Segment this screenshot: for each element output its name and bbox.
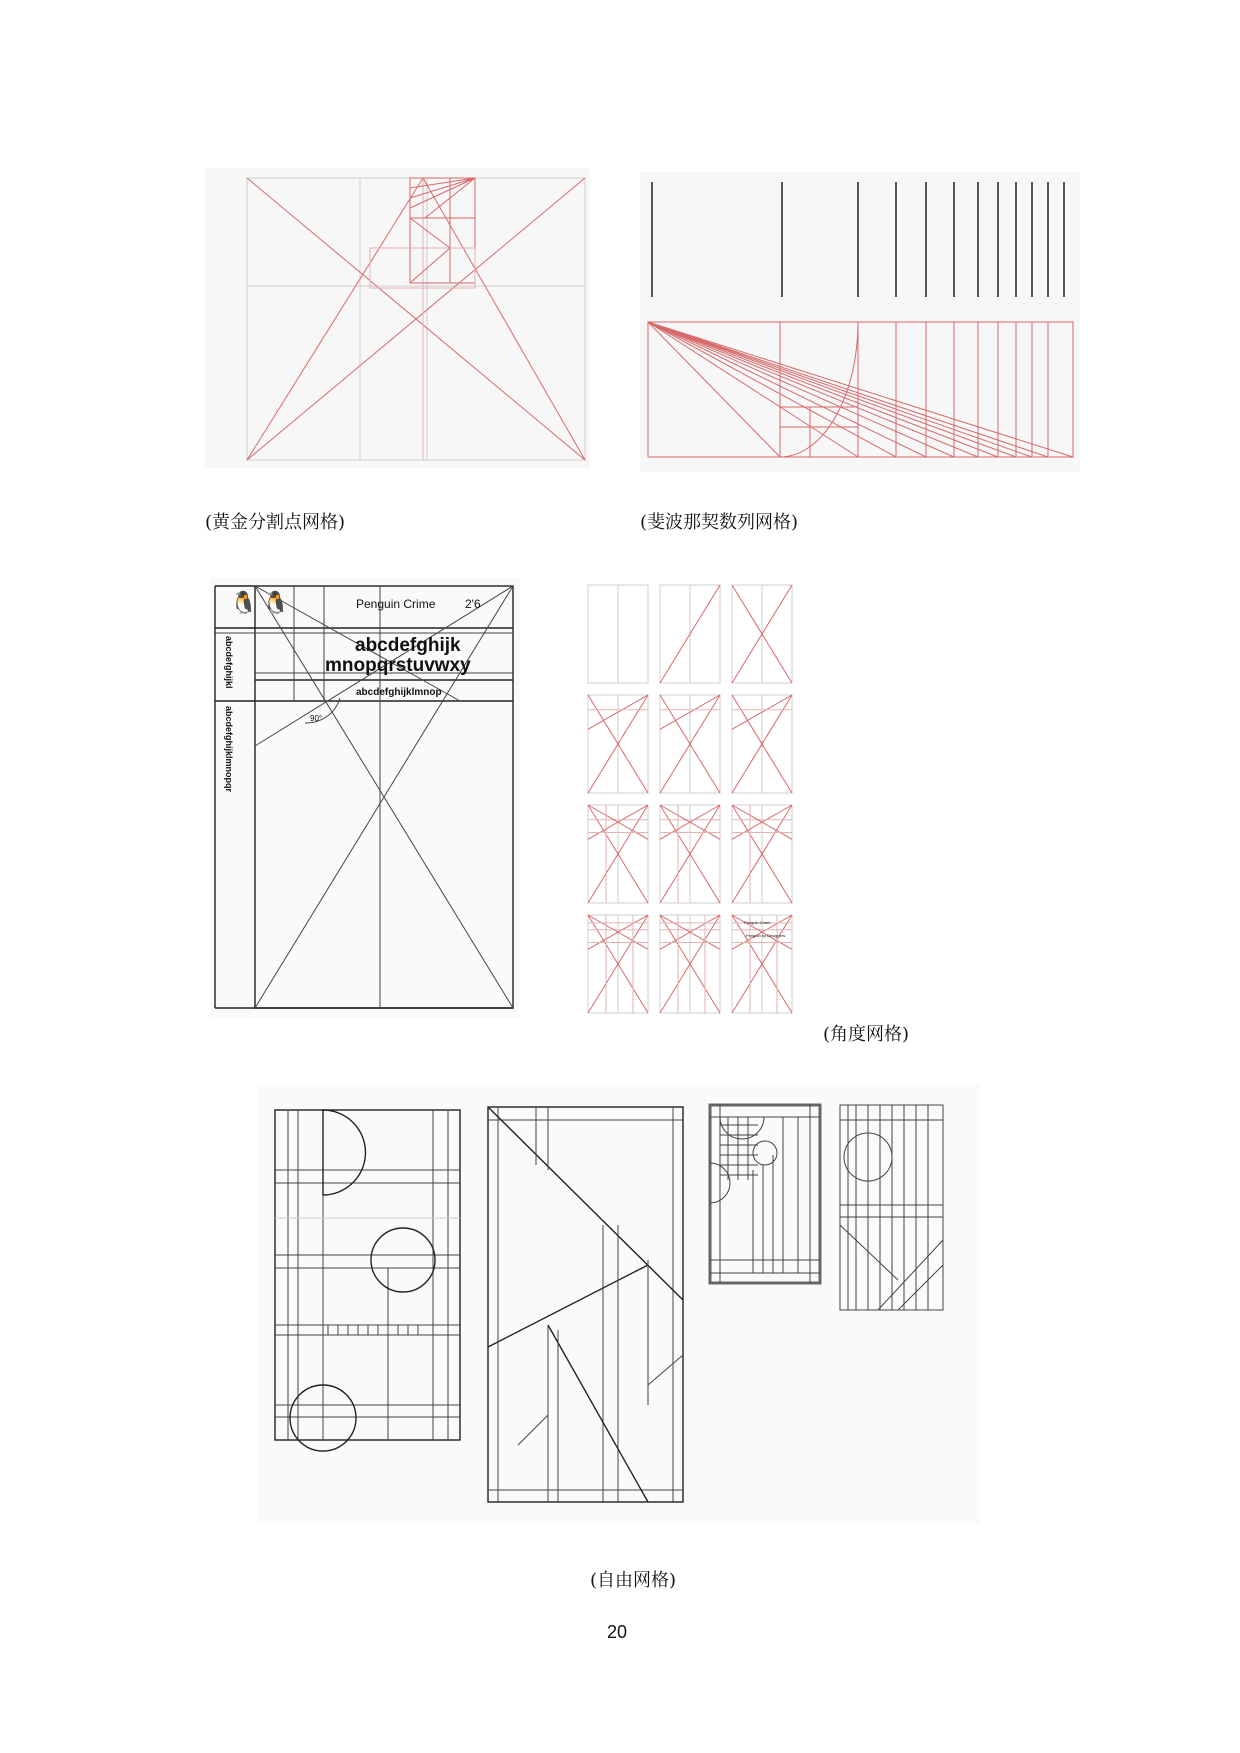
angle-grid-thumbnail [588, 585, 648, 683]
cover-line-2: mnopqrstuvwxy [325, 655, 471, 676]
penguin-logo-front: 🐧 [262, 590, 290, 615]
fibonacci-grid-figure [640, 172, 1080, 472]
angle-grid-thumbnail [588, 695, 648, 793]
angle-grid-thumbnail [660, 915, 720, 1013]
cover-price: 2'6 [465, 597, 481, 611]
angle-grid-thumbnail [660, 585, 720, 683]
angle-grid-thumbnail [732, 585, 792, 683]
angle-grid-thumbnail [732, 805, 792, 903]
thumbnail-text-a: Penguin Crime [744, 920, 771, 925]
caption-free-grid: (自由网格) [590, 1570, 677, 1591]
spine-text-bottom: abcdefghijklmnopqr [224, 706, 234, 793]
penguin-cover-drawing [210, 578, 520, 1018]
angle-label: 90° [310, 714, 323, 723]
free-grid-panel-2 [488, 1107, 683, 1502]
angle-grid-thumbnail [732, 915, 792, 1013]
free-grid-panel-1 [275, 1110, 460, 1451]
thumbnail-text-b: Penguin by Designers [746, 933, 786, 938]
free-grid-drawing [258, 1085, 980, 1523]
fibonacci-grid-drawing [640, 172, 1080, 472]
golden-section-grid-figure [205, 168, 590, 468]
cover-title: Penguin Crime [356, 597, 436, 611]
free-grid-panel-4 [840, 1105, 943, 1310]
angle-grid-thumbnail [660, 805, 720, 903]
page-number: 20 [607, 1622, 628, 1642]
angle-grid-thumbnail [588, 915, 648, 1013]
golden-section-grid-drawing [205, 168, 590, 468]
angle-grid-thumbnails-drawing [585, 580, 800, 1020]
free-grid-panel-3 [710, 1105, 820, 1283]
angle-grid-thumbnail [732, 695, 792, 793]
free-grid-figure [258, 1085, 980, 1523]
caption-fibonacci-grid: (斐波那契数列网格) [640, 512, 799, 533]
cover-line-3: abcdefghijklmnop [356, 687, 442, 698]
angle-grid-thumbnail [588, 805, 648, 903]
caption-golden-section-grid: (黄金分割点网格) [205, 512, 346, 533]
spine-text-top: abcdefghijkl [224, 636, 234, 689]
angle-grid-thumbnail [660, 695, 720, 793]
cover-line-1: abcdefghijk [355, 635, 461, 656]
angle-grid-thumbnails-figure [585, 580, 800, 1020]
penguin-cover-angle-grid-figure [210, 578, 520, 1018]
penguin-logo-spine: 🐧 [230, 590, 258, 615]
caption-angle-grid: (角度网格) [823, 1024, 910, 1045]
